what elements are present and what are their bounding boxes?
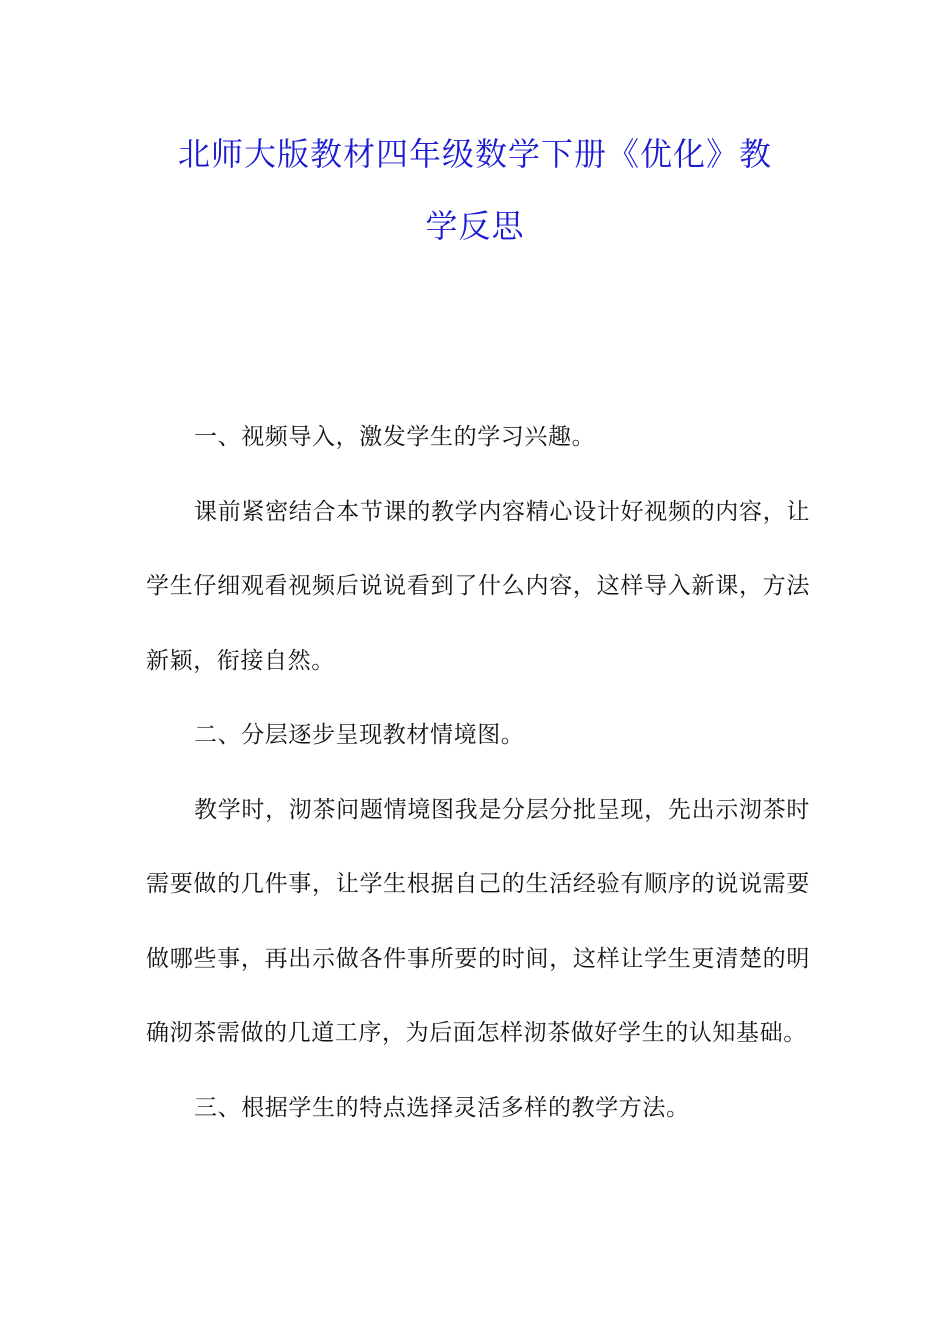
document-title-line-1: 北师大版教材四年级数学下册《优化》教 xyxy=(177,135,772,173)
section-heading-3: 三、根据学生的特点选择灵活多样的教学方法。 xyxy=(194,1094,690,1121)
document-title-line-2: 学反思 xyxy=(425,207,525,245)
body-paragraph-1: 课前紧密结合本节课的教学内容精心设计好视频的内容，让学生仔细观看视频后说说看到了什么内容，这样导入新课，方法新颖，衔接自然。 xyxy=(146,498,810,674)
document-body xyxy=(146,400,810,1145)
section-heading-2: 二、分层逐步呈现教材情境图。 xyxy=(194,722,525,748)
body-paragraph-2: 教学时，沏茶问题情境图我是分层分批呈现，先出示沏茶时需要做的几件事，让学生根据自己的生活经验有顺序的说说需要做哪些事，再出示做各件事所要的时间，这样让学生更清楚的明确沏茶需做的几道工序，为后面怎样沏茶做好学生的认知基础。 xyxy=(146,796,810,1046)
section-heading-1: 一、视频导入，激发学生的学习兴趣。 xyxy=(194,424,596,450)
